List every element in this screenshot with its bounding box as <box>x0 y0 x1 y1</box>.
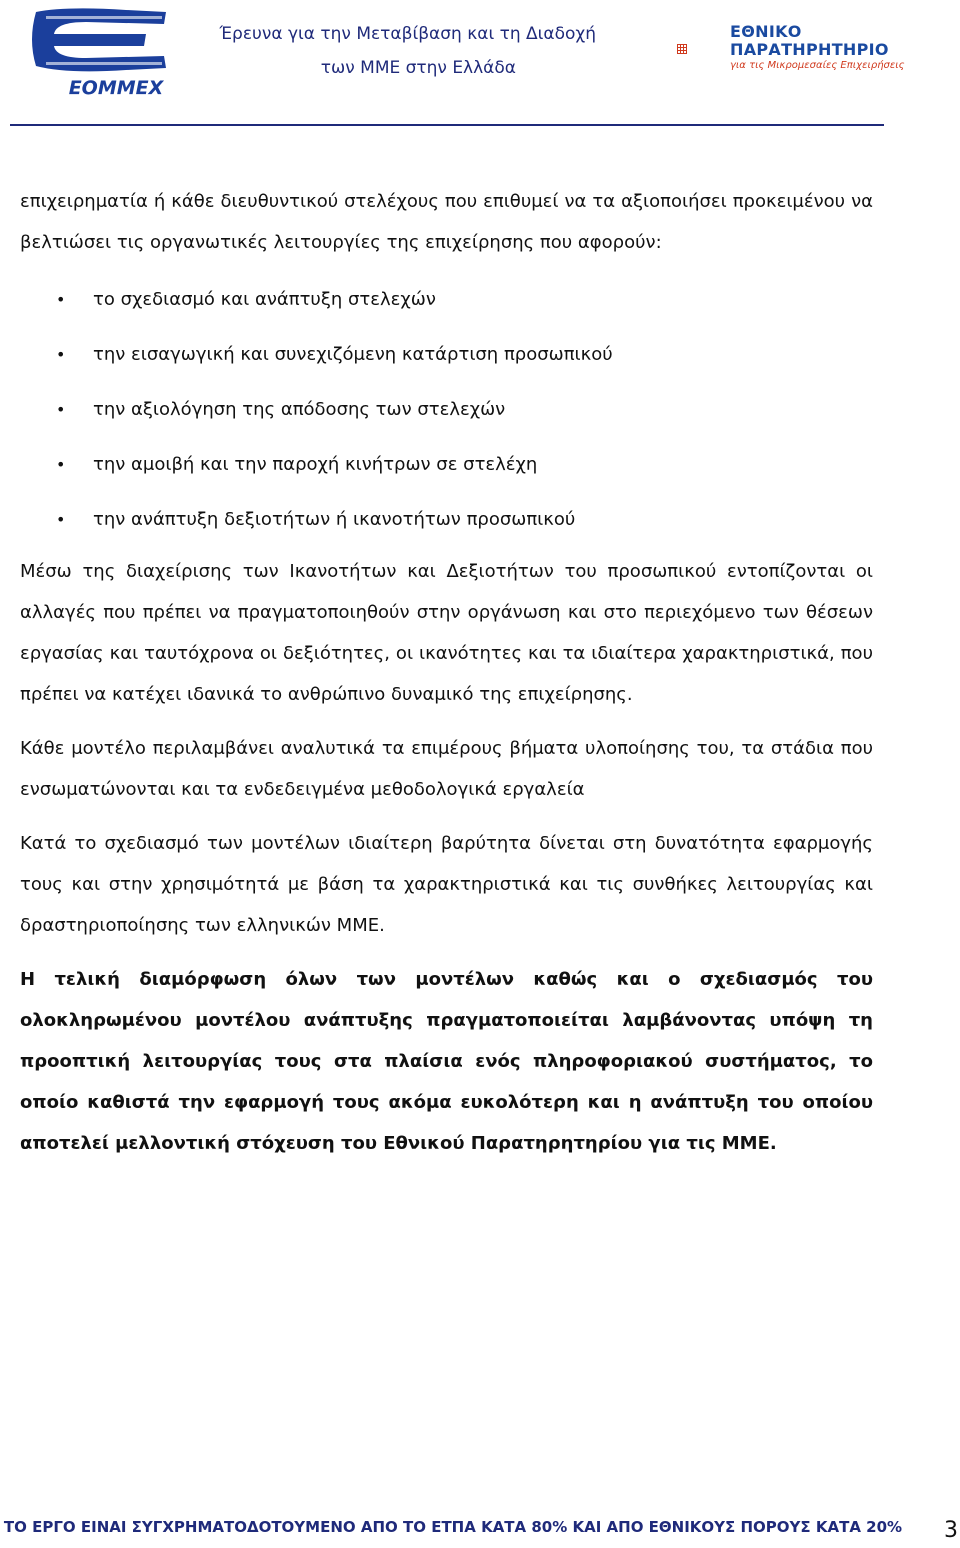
bullet-item: • την ανάπτυξη δεξιοτήτων ή ικανοτήτων προσωπικού <box>20 492 873 547</box>
logo-left-text: ΕΟΜΜΕΧ <box>68 77 164 99</box>
paragraph-final-design: Η τελική διαμόρφωση όλων των μοντέλων καθώς και ο σχεδιασμός του ολοκληρωμένου μοντέλου ανάπτυξης πραγματοποιείται λαμβάνοντας υπόψη τη προοπτική λειτουργίας τους στα πλαίσια ενός πληροφοριακού συστήματος, το οποίο καθιστά την εφαρμογή τους ακόμα ευκολότερη και η ανάπτυξη του οποίου αποτελεί μελλοντική στόχευση του Εθνικού Παρατηρητηρίου για τις ΜΜΕ. <box>20 969 873 1154</box>
bullet-item: • την αξιολόγηση της απόδοσης των στελεχών <box>20 382 873 437</box>
eommex-logo <box>26 4 174 100</box>
document-body <box>20 181 873 1164</box>
header-title-line2: των ΜΜΕ στην Ελλάδα <box>320 58 516 78</box>
bullet-item: • την εισαγωγική και συνεχιζόμενη κατάρτιση προσωπικού <box>20 327 873 382</box>
logo-right-line3: για τις Μικρομεσαίες Επιχειρήσεις <box>730 60 905 71</box>
observatory-logo-text <box>730 22 905 71</box>
bullet-list <box>20 272 873 547</box>
logo-right-line1: ΕΘΝΙΚΟ <box>730 22 802 41</box>
bullet-item: • την αμοιβή και την παροχή κινήτρων σε στελέχη <box>20 437 873 492</box>
page-header <box>0 0 960 130</box>
observatory-logo-icon <box>676 22 726 78</box>
header-divider <box>10 124 884 126</box>
page-footer <box>0 1512 960 1548</box>
paragraph-design: Κατά το σχεδιασμό των μοντέλων ιδιαίτερη βαρύτητα δίνεται στη δυνατότητα εφαρμογής τους και στην χρησιμότητά με βάση τα χαρακτηριστικά και τις συνθήκες λειτουργίας και δραστηριοποίησης των ελληνικών ΜΜΕ. <box>20 833 873 936</box>
header-title-line1: Έρευνα για την Μεταβίβαση και τη Διαδοχή <box>219 24 596 44</box>
intro-paragraph: επιχειρηματία ή κάθε διευθυντικού στελέχους που επιθυμεί να τα αξιοποιήσει προκειμένου να βελτιώσει τις οργανωτικές λειτουργίες της επιχείρησης που αφορούν: <box>20 191 873 253</box>
bullet-item: • το σχεδιασμό και ανάπτυξη στελεχών <box>20 272 873 327</box>
paragraph-model-steps: Κάθε μοντέλο περιλαμβάνει αναλυτικά τα επιμέρους βήματα υλοποίησης του, τα στάδια που ενσωματώνονται και τα ενδεδειγμένα μεθοδολογικά εργαλεία <box>20 738 873 800</box>
funding-notice: ΤΟ ΕΡΓΟ ΕΙΝΑΙ ΣΥΓΧΡΗΜΑΤΟΔΟΤΟΥΜΕΝΟ ΑΠΟ ΤΟ ΕΤΠΑ ΚΑΤΑ 80% ΚΑΙ ΑΠΟ ΕΘΝΙΚΟΥΣ ΠΟΡΟΥΣ ΚΑΤΑ 20% <box>3 1518 903 1536</box>
paragraph-competencies: Μέσω της διαχείρισης των Ικανοτήτων και Δεξιοτήτων του προσωπικού εντοπίζονται οι αλλαγές που πρέπει να πραγματοποιηθούν στην οργάνωση και στο περιεχόμενο των θέσεων εργασίας και ταυτόχρονα οι δεξιότητες, οι ικανότητες και τα ιδιαίτερα χαρακτηριστικά, που πρέπει να κατέχει ιδανικά το ανθρώπινο δυναμικό της επιχείρησης. <box>20 561 873 705</box>
logo-right-line2: ΠΑΡΑΤΗΡΗΤΗΡΙΟ <box>730 40 889 59</box>
page-number: 3 <box>944 1518 958 1543</box>
